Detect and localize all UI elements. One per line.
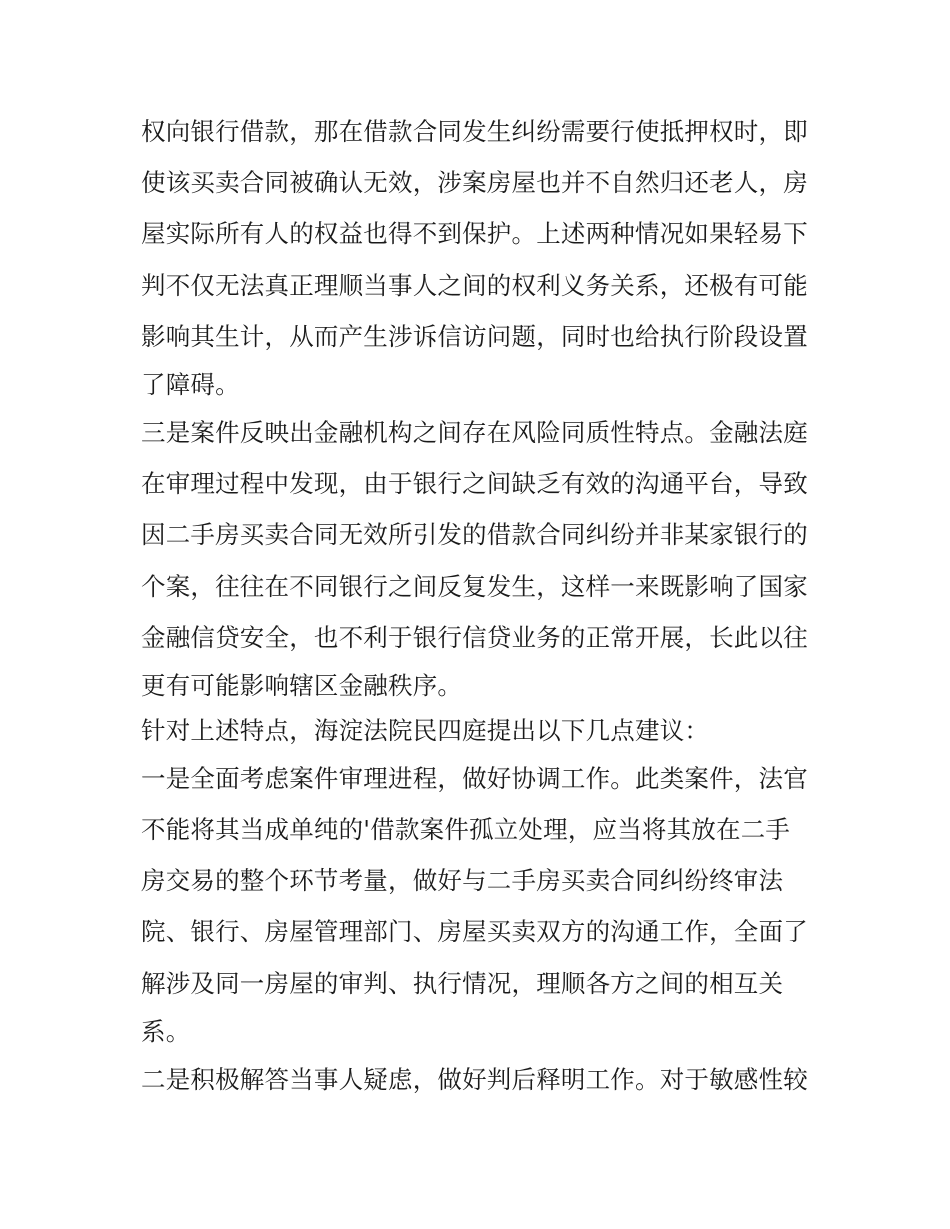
text-line: 影响其生计，从而产生涉诉信访问题，同时也给执行阶段设置 xyxy=(141,321,808,351)
text-line: 金融信贷安全，也不利于银行信贷业务的正常开展，长此以往 xyxy=(141,622,808,652)
text-line: 系。 xyxy=(141,1016,191,1046)
text-line: 使该买卖合同被确认无效，涉案房屋也并不自然归还老人，房 xyxy=(141,168,808,198)
text-line: 在审理过程中发现，由于银行之间缺乏有效的沟通平台，导致 xyxy=(141,469,808,499)
text-line: 因二手房买卖合同无效所引发的借款合同纠纷并非某家银行的 xyxy=(141,520,808,550)
text-line: 房交易的整个环节考量，做好与二手房买卖合同纠纷终审法 xyxy=(141,866,784,896)
document-body xyxy=(141,106,816,1105)
text-line: 判不仅无法真正理顺当事人之间的权利义务关系，还极有可能 xyxy=(141,270,808,300)
text-line: 院、银行、房屋管理部门、房屋买卖双方的沟通工作，全面了 xyxy=(141,917,808,947)
text-line: 更有可能影响辖区金融秩序。 xyxy=(141,670,463,700)
text-line: 三是案件反映出金融机构之间存在风险同质性特点。金融法庭 xyxy=(141,417,808,447)
text-line: 针对上述特点，海淀法院民四庭提出以下几点建议： xyxy=(141,715,710,745)
text-line: 二是积极解答当事人疑虑，做好判后释明工作。对于敏感性较 xyxy=(141,1064,808,1094)
text-line: 不能将其当成单纯的'借款案件孤立处理，应当将其放在二手 xyxy=(141,815,791,845)
text-line: 解涉及同一房屋的审判、执行情况，理顺各方之间的相互关 xyxy=(141,968,784,998)
text-line: 屋实际所有人的权益也得不到保护。上述两种情况如果轻易下 xyxy=(141,219,808,249)
text-line: 一是全面考虑案件审理进程，做好协调工作。此类案件，法官 xyxy=(141,763,808,793)
text-line: 个案，往往在不同银行之间反复发生，这样一来既影响了国家 xyxy=(141,571,808,601)
text-line: 权向银行借款，那在借款合同发生纠纷需要行使抵押权时，即 xyxy=(141,117,808,146)
text-line: 了障碍。 xyxy=(141,369,240,399)
